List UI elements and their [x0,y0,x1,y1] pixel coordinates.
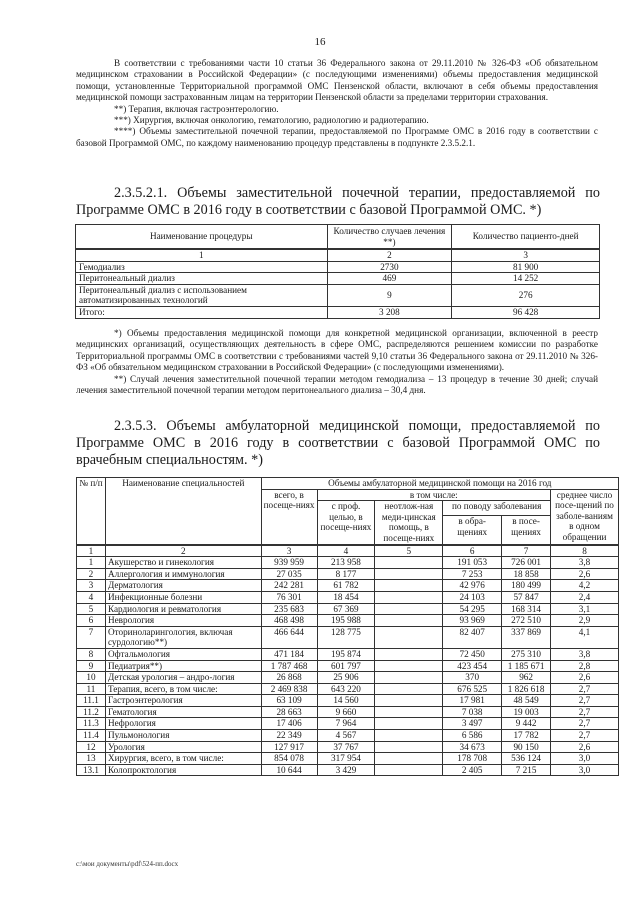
header-row-1 [77,478,619,490]
num-cell: 5 [77,603,106,615]
appeals-value: 178 708 [443,753,502,765]
table-row [77,580,619,592]
urgent-value [375,603,443,615]
prof-value: 128 775 [317,626,375,648]
table-row [77,557,619,569]
prof-value: 195 874 [317,648,375,660]
procedure-name: Перитонеальный диализ с использованием автоматизированных технологий [76,284,328,306]
table-row [77,626,619,648]
name: Аллергология и иммунология [105,568,261,580]
days-value: 81 900 [452,261,600,273]
name: Колопроктология [105,764,261,776]
col-num: 7 [502,545,551,557]
file-path-footer: c:\мои документы\pdf\524-пп.docx [76,860,179,868]
header-procedure: Наименование процедуры [76,225,328,250]
num-cell: 12 [77,741,106,753]
appeals-value: 17 981 [443,695,502,707]
urgent-value [375,557,443,569]
total-value: 26 868 [261,672,317,684]
prof-value: 37 767 [317,741,375,753]
visits-value: 17 782 [502,730,551,742]
prof-value: 643 220 [317,683,375,695]
num-cell: 11.2 [77,706,106,718]
appeals-value: 54 295 [443,603,502,615]
urgent-value [375,730,443,742]
footnote-2: **) Случай лечения заместительной почечной терапии методом гемодиализа – 13 процедур в течение 30 дней; случай лечения заместительной почечной терапии методом перитонеального диализа – 30,4 дня. [76,373,598,396]
total-value: 22 349 [261,730,317,742]
prof-value: 61 782 [317,580,375,592]
urgent-value [375,695,443,707]
total-value: 2 469 838 [261,683,317,695]
avg-value: 3,8 [551,648,619,660]
header-disease: по поводу заболевания [443,501,551,516]
table-row [77,660,619,672]
total-value: 27 035 [261,568,317,580]
avg-value: 2,7 [551,730,619,742]
header-group: Объемы амбулаторной медицинской помощи на 2016 год [261,478,618,490]
num-cell: 7 [77,626,106,648]
table-row [76,273,600,285]
col-num: 5 [375,545,443,557]
table-row [77,591,619,603]
name: Инфекционные болезни [105,591,261,603]
urgent-value [375,718,443,730]
note-surgery: ***) Хирургия, включая онкологию, гематологию, радиологию и радиотерапию. [114,115,429,126]
section-heading-renal [76,185,600,219]
prof-value: 601 797 [317,660,375,672]
visits-value: 90 150 [502,741,551,753]
num-cell: 3 [77,580,106,592]
total-value: 466 644 [261,626,317,648]
avg-value: 3,0 [551,764,619,776]
total-value: 468 498 [261,615,317,627]
col-num: 1 [77,545,106,557]
visits-value: 180 499 [502,580,551,592]
name: Хирургия, всего, в том числе: [105,753,261,765]
name: Неврология [105,615,261,627]
name: Офтальмология [105,648,261,660]
heading-text: 2.3.5.2.1. Объемы заместительной почечной терапии, предоставляемой по Программе ОМС в 2016 году в соответствии с базовой Программой ОМС. *) [76,185,600,218]
section-heading-ambulatory [76,418,600,469]
name: Урология [105,741,261,753]
urgent-value [375,672,443,684]
table-row [77,603,619,615]
prof-value: 8 177 [317,568,375,580]
appeals-value: 3 497 [443,718,502,730]
visits-value: 962 [502,672,551,684]
cases-value: 9 [327,284,452,306]
name: Терапия, всего, в том числе: [105,683,261,695]
intro-text [76,58,598,149]
total-value: 471 184 [261,648,317,660]
prof-value: 14 560 [317,695,375,707]
appeals-value: 370 [443,672,502,684]
visits-value: 9 442 [502,718,551,730]
table-row [77,568,619,580]
ambulatory-table [76,477,619,776]
appeals-value: 7 038 [443,706,502,718]
days-value: 14 252 [452,273,600,285]
appeals-value: 423 454 [443,660,502,672]
prof-value: 25 906 [317,672,375,684]
avg-value: 2,4 [551,591,619,603]
prof-value: 18 454 [317,591,375,603]
avg-value: 4,2 [551,580,619,592]
procedure-name: Итого: [76,306,328,318]
name: Акушерство и гинекология [105,557,261,569]
num-cell: 13 [77,753,106,765]
table-row [76,284,600,306]
visits-value: 272 510 [502,615,551,627]
visits-value: 275 310 [502,648,551,660]
name: Нефрология [105,718,261,730]
name: Педиатрия**) [105,660,261,672]
num-cell: 11 [77,683,106,695]
col-num: 2 [327,249,452,261]
appeals-value: 93 969 [443,615,502,627]
table-row [77,648,619,660]
avg-value: 2,7 [551,718,619,730]
avg-value: 2,9 [551,615,619,627]
avg-value: 2,6 [551,568,619,580]
visits-value: 168 314 [502,603,551,615]
table-row [77,730,619,742]
col-num: 6 [443,545,502,557]
total-value: 76 301 [261,591,317,603]
avg-value: 2,7 [551,695,619,707]
total-value: 28 663 [261,706,317,718]
header-including: в том числе: [317,489,551,501]
col-num: 1 [76,249,328,261]
table-header-row [76,225,600,250]
visits-value: 19 003 [502,706,551,718]
urgent-value [375,648,443,660]
urgent-value [375,764,443,776]
col-num: 3 [261,545,317,557]
name: Пульмонология [105,730,261,742]
appeals-value: 42 976 [443,580,502,592]
appeals-value: 24 103 [443,591,502,603]
total-value: 854 078 [261,753,317,765]
visits-value: 1 185 671 [502,660,551,672]
note-renal: ****) Объемы заместительной почечной терапии, предоставляемой по Программе ОМС в 2016 году в соответствии с базовой Программой ОМС, по каждому наименованию процедур представлены в подпункте 2.3.5.2.1. [76,126,598,148]
appeals-value: 72 450 [443,648,502,660]
visits-value: 337 869 [502,626,551,648]
total-value: 235 683 [261,603,317,615]
avg-value: 2,7 [551,706,619,718]
renal-therapy-table [75,224,600,319]
ambulatory-table-body [77,557,619,776]
appeals-value: 676 525 [443,683,502,695]
urgent-value [375,591,443,603]
num-cell: 1 [77,557,106,569]
col-num: 8 [551,545,619,557]
table-row [77,764,619,776]
table-row [77,718,619,730]
avg-value: 2,6 [551,741,619,753]
column-number-row [76,249,600,261]
prof-value: 7 964 [317,718,375,730]
urgent-value [375,568,443,580]
intro-paragraph: В соответствии с требованиями части 10 статьи 36 Федерального закона от 29.11.2010 № 326-ФЗ «Об обязательном медицинском страховании в Российской Федерации» (с последующими изменениями) объемы предоставления медицинской помощи, установленные Территориальной программой ОМС Пензенской области, включают в себя объемы предоставления медицинской помощи застрахованным лицам на территории Пензенской области за пределами территории страхования. [76,58,598,103]
days-value: 96 428 [452,306,600,318]
urgent-value [375,626,443,648]
total-value: 10 644 [261,764,317,776]
table-row [77,695,619,707]
visits-value: 57 847 [502,591,551,603]
header-cases: Количество случаев лечения **) [327,225,452,250]
table-row [76,261,600,273]
col-num: 2 [105,545,261,557]
header-appeals: в обра-щениях [443,516,502,545]
visits-value: 726 001 [502,557,551,569]
cases-value: 3 208 [327,306,452,318]
total-value: 939 959 [261,557,317,569]
total-value: 63 109 [261,695,317,707]
prof-value: 4 567 [317,730,375,742]
total-value: 242 281 [261,580,317,592]
table-row [77,672,619,684]
name: Гематология [105,706,261,718]
num-cell: 4 [77,591,106,603]
urgent-value [375,741,443,753]
num-cell: 6 [77,615,106,627]
visits-value: 536 124 [502,753,551,765]
table-row [77,615,619,627]
urgent-value [375,683,443,695]
avg-value: 3,0 [551,753,619,765]
footnotes [76,328,598,396]
name: Дерматология [105,580,261,592]
avg-value: 2,8 [551,660,619,672]
avg-value: 4,1 [551,626,619,648]
num-cell: 9 [77,660,106,672]
appeals-value: 7 253 [443,568,502,580]
total-value: 127 917 [261,741,317,753]
num-cell: 8 [77,648,106,660]
procedure-name: Перитонеальный диализ [76,273,328,285]
urgent-value [375,706,443,718]
name: Оториноларингология, включая сурдологию**) [105,626,261,648]
avg-value: 2,7 [551,683,619,695]
prof-value: 317 954 [317,753,375,765]
header-num: № п/п [77,478,106,545]
prof-value: 67 369 [317,603,375,615]
col-num: 3 [452,249,600,261]
urgent-value [375,660,443,672]
days-value: 276 [452,284,600,306]
avg-value: 2,6 [551,672,619,684]
total-value: 1 787 468 [261,660,317,672]
header-urgent: неотлож-ная меди-цинская помощь, в посеще-ниях [375,501,443,545]
num-cell: 11.4 [77,730,106,742]
num-cell: 11.1 [77,695,106,707]
note-therapy: **) Терапия, включая гастроэнтерологию. [114,103,279,114]
cases-value: 469 [327,273,452,285]
appeals-value: 34 673 [443,741,502,753]
visits-value: 48 549 [502,695,551,707]
footnote-1: *) Объемы предоставления медицинской помощи для конкретной медицинской организации, включенной в реестр медицинских организаций, осуществляющих деятельность в сфере ОМС, распределяются решением комиссии по разработке Территориальной программы ОМС в соответствии с требованиями частей 9,10 статьи 36 Федерального закона от 29.11.2010 № 326-ФЗ «Об обязательном медицинском страховании в Российской Федерации» (с последующими изменениями). [76,328,598,373]
prof-value: 3 429 [317,764,375,776]
total-value: 17 406 [261,718,317,730]
header-days: Количество пациенто-дней [452,225,600,250]
name: Кардиология и ревматология [105,603,261,615]
header-prof: с проф. целью, в посеще-ниях [317,501,375,545]
cases-value: 2730 [327,261,452,273]
name: Детская урология – андро-логия [105,672,261,684]
header-name: Наименование специальностей [105,478,261,545]
visits-value: 18 858 [502,568,551,580]
header-average: среднее число посе-щений по заболе-ваниям в одном обращении [551,489,619,544]
num-cell: 2 [77,568,106,580]
header-visits: в посе-щениях [502,516,551,545]
appeals-value: 82 407 [443,626,502,648]
prof-value: 9 660 [317,706,375,718]
table-row [77,683,619,695]
visits-value: 1 826 618 [502,683,551,695]
urgent-value [375,580,443,592]
table-row-total [76,306,600,318]
column-number-row [77,545,619,557]
num-cell: 11.3 [77,718,106,730]
page-number: 16 [314,36,326,48]
avg-value: 3,1 [551,603,619,615]
urgent-value [375,615,443,627]
appeals-value: 2 405 [443,764,502,776]
header-total: всего, в посеще-ниях [261,489,317,544]
prof-value: 213 958 [317,557,375,569]
avg-value: 3,8 [551,557,619,569]
appeals-value: 191 053 [443,557,502,569]
num-cell: 10 [77,672,106,684]
heading-text: 2.3.5.3. Объемы амбулаторной медицинской помощи, предоставляемой по Программе ОМС в 2016 году в соответствии с базовой Программой ОМС по врачебным специальностям. *) [76,418,600,468]
visits-value: 7 215 [502,764,551,776]
urgent-value [375,753,443,765]
col-num: 4 [317,545,375,557]
table-row [77,753,619,765]
num-cell: 13.1 [77,764,106,776]
appeals-value: 6 586 [443,730,502,742]
table-row [77,706,619,718]
name: Гастроэнтерология [105,695,261,707]
table-row [77,741,619,753]
procedure-name: Гемодиализ [76,261,328,273]
prof-value: 195 988 [317,615,375,627]
